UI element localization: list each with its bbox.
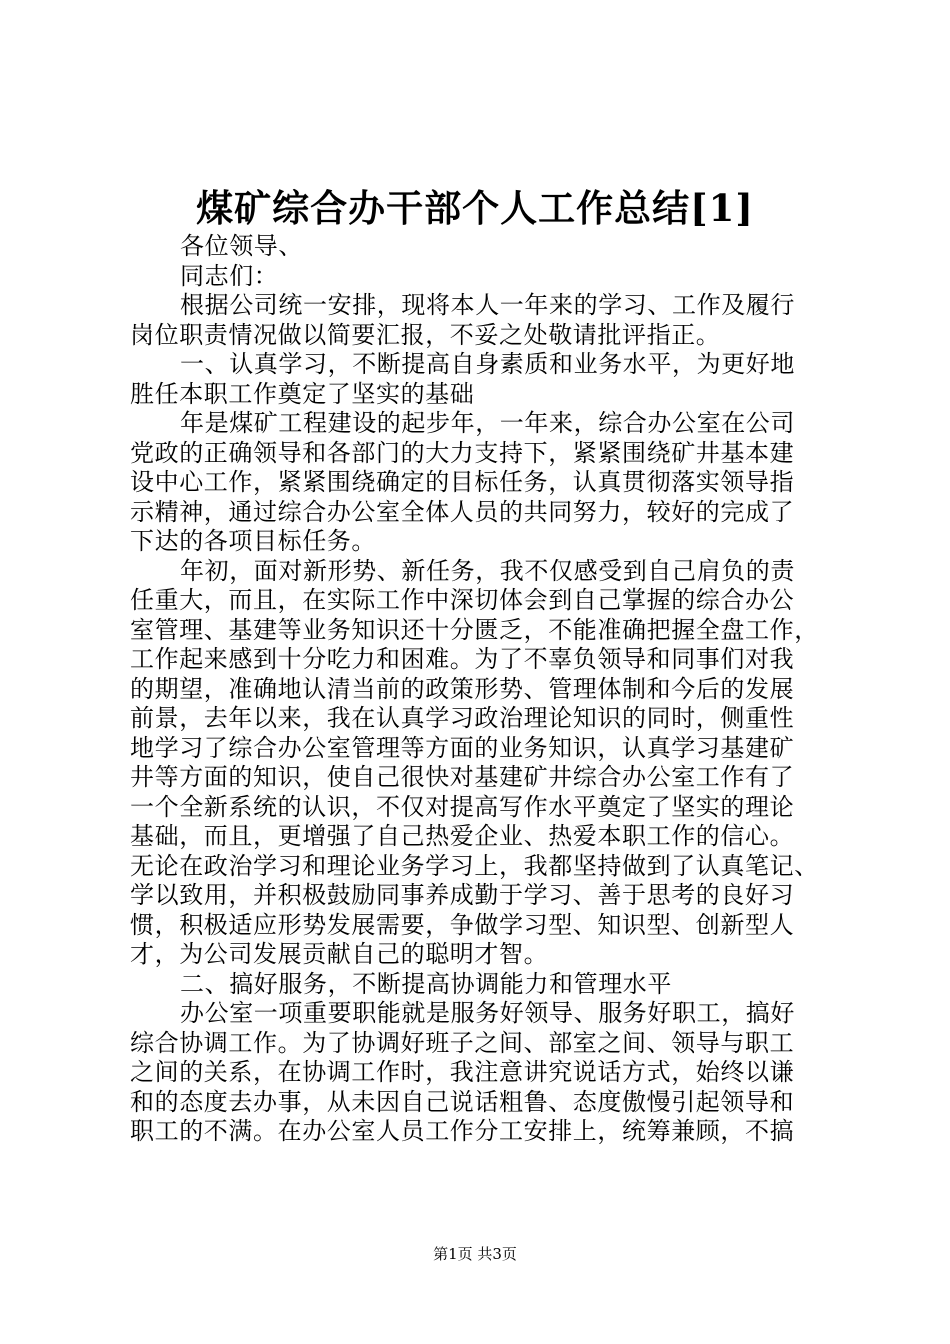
text-line: 设中心工作，紧紧围绕确定的目标任务，认真贯彻落实领导指 bbox=[130, 468, 795, 496]
text-line: 才，为公司发展贡献自己的聪明才智。 bbox=[130, 940, 549, 968]
text-line: 室管理、基建等业务知识还十分匮乏，不能准确把握全盘工作， bbox=[130, 615, 819, 644]
text-line: 各位领导、 bbox=[180, 232, 303, 260]
text-line: 胜任本职工作奠定了坚实的基础 bbox=[130, 379, 475, 408]
text-line: 一、认真学习，不断提高自身素质和业务水平，为更好地 bbox=[180, 350, 795, 378]
text-line: 地学习了综合办公室管理等方面的业务知识，认真学习基建矿 bbox=[130, 733, 795, 762]
text-line: 党政的正确领导和各部门的大力支持下，紧紧围绕矿井基本建 bbox=[130, 438, 795, 467]
text-line: 井等方面的知识，使自己很快对基建矿井综合办公室工作有了 bbox=[130, 763, 795, 791]
text-line: 一个全新系统的认识，不仅对提高写作水平奠定了坚实的理论 bbox=[130, 792, 795, 821]
text-line: 综合协调工作。为了协调好班子之间、部室之间、领导与职工 bbox=[130, 1028, 795, 1057]
text-line: 工作起来感到十分吃力和困难。为了不辜负领导和同事们对我 bbox=[130, 645, 795, 673]
text-line: 岗位职责情况做以简要汇报，不妥之处敬请批评指正。 bbox=[130, 320, 721, 349]
text-line: 惯，积极适应形势发展需要，争做学习型、知识型、创新型人 bbox=[130, 910, 795, 939]
page-footer: 第1页 共3页 bbox=[433, 1245, 517, 1263]
text-line: 同志们： bbox=[180, 261, 279, 290]
text-line: 年是煤矿工程建设的起步年，一年来，综合办公室在公司 bbox=[180, 409, 795, 437]
text-line: 办公室一项重要职能就是服务好领导、服务好职工，搞好 bbox=[180, 999, 795, 1027]
text-line: 下达的各项目标任务。 bbox=[130, 527, 376, 555]
text-line: 和的态度去办事，从未因自己说话粗鲁、态度傲慢引起领导和 bbox=[130, 1087, 795, 1116]
text-line: 之间的关系，在协调工作时，我注意讲究说话方式，始终以谦 bbox=[130, 1058, 795, 1086]
text-line: 职工的不满。在办公室人员工作分工安排上，统筹兼顾，不搞 bbox=[130, 1117, 795, 1145]
text-line: 示精神，通过综合办公室全体人员的共同努力，较好的完成了 bbox=[130, 497, 795, 526]
text-line: 年初，面对新形势、新任务，我不仅感受到自己肩负的责 bbox=[180, 556, 795, 585]
text-line: 任重大，而且，在实际工作中深切体会到自己掌握的综合办公 bbox=[130, 586, 795, 614]
document-title: 煤矿综合办干部个人工作总结[1] bbox=[196, 186, 754, 230]
text-line: 基础，而且，更增强了自己热爱企业、热爱本职工作的信心。 bbox=[130, 822, 795, 850]
text-line: 学以致用，并积极鼓励同事养成勤于学习、善于思考的良好习 bbox=[130, 881, 795, 909]
text-line: 前景，去年以来，我在认真学习政治理论知识的同时，侧重性 bbox=[130, 704, 795, 732]
document-body bbox=[130, 232, 830, 1147]
text-line: 根据公司统一安排，现将本人一年来的学习、工作及履行 bbox=[180, 291, 795, 319]
text-line: 无论在政治学习和理论业务学习上，我都坚持做到了认真笔记、 bbox=[130, 851, 819, 880]
text-line: 的期望，准确地认清当前的政策形势、管理体制和今后的发展 bbox=[130, 674, 795, 703]
text-line: 二、搞好服务，不断提高协调能力和管理水平 bbox=[180, 969, 672, 998]
